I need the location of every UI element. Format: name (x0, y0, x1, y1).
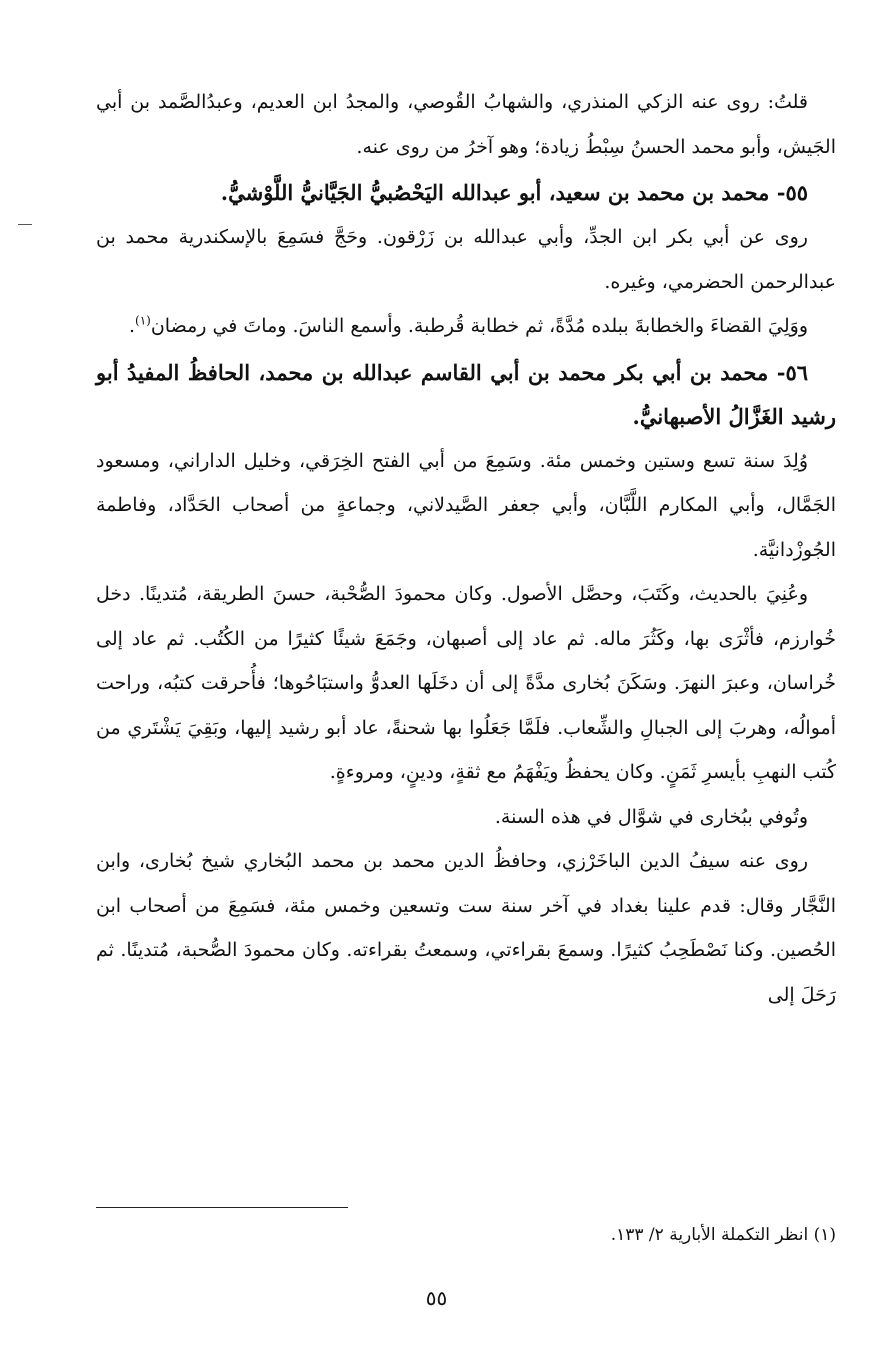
entry-55-paragraph-2-end: . (128, 315, 136, 337)
margin-mark (18, 224, 32, 225)
entry-56-heading: ٥٦- محمد بن أبي بكر محمد بن أبي القاسم عبدالله بن محمد، الحافظُ المفيدُ أبو رشيد الغَزَّالُ الأصبهانيُّ. (96, 359, 836, 429)
entry-56-paragraph-4: روى عنه سيفُ الدين الباخَرْزي، وحافظُ الدين محمد بن محمد البُخاري شيخ بُخارى، وابن النَّجَّار وقال: قدم علينا بغداد في آخر سنة ست وتسعين وخمس مئة، فسَمِعَ من أصحاب ابن الحُصين. وكنا نَصْطَحِبُ كثيرًا. وسمعَ بقراءتي، وسمعتُ بقراءته. وكان محمودَ الصُّحبة، مُتدينًا. ثم رَحَلَ إلى (96, 850, 836, 1006)
entry-55-paragraph-1: روى عن أبي بكر ابن الجدِّ، وأبي عبدالله بن زَرْقون. وحَجَّ فسَمِعَ بالإسكندرية محمد بن عبدالرحمن الحضرمي، وغيره. (96, 226, 836, 293)
footnote: (١) انظر التكملة الأبارية ٢/ ١٣٣. (610, 1225, 836, 1245)
entry-55-paragraph-2-text: ووَلِيَ القضاءَ والخطابةَ ببلده مُدَّةً، ثم خطابة قُرطبة. وأسمع الناسَ. وماتَ في رمضان (150, 315, 808, 337)
entry-56-paragraph-3: وتُوفي ببُخارى في شوَّال في هذه السنة. (494, 805, 808, 828)
page-body (96, 80, 836, 1017)
entry-55-heading: ٥٥- محمد بن محمد بن سعيد، أبو عبدالله اليَحْصُبيُّ الجَيَّانيُّ اللَّوْشيُّ. (220, 180, 808, 205)
footnote-divider (96, 1207, 348, 1208)
entry-56-paragraph-1: وُلِدَ سنة تسع وستين وخمس مئة. وسَمِعَ من أبي الفتح الخِرَقي، وخليل الداراني، ومسعود الجَمَّال، وأبي المكارم اللَّبَّان، وأبي جعفر الصَّيدلاني، وجماعةٍ من أصحاب الحَدَّاد، وفاطمة الجُوزْدانيَّة. (96, 449, 836, 561)
page-number: ٥٥ (425, 1286, 448, 1310)
footnote-reference: (١) (135, 313, 151, 328)
intro-paragraph: قلتُ: روى عنه الزكي المنذري، والشهابُ القُوصي، والمجدُ ابن العديم، وعبدُالصَّمد بن أبي الجَيش، وأبو محمد الحسنُ سِبْطُ زيادة؛ وهو آخرُ من روى عنه. (96, 91, 836, 158)
entry-56-paragraph-2: وعُنِيَ بالحديث، وكَتَبَ، وحصَّل الأصول. وكان محمودَ الصُّحْبة، حسنَ الطريقة، مُتدينًا. دخل خُوارزم، فأثْرَى بها، وكَثُرَ ماله. ثم عاد إلى أصبهان، وجَمَعَ شيئًا كثيرًا من الكُتُب. ثم عاد إلى خُراسان، وعبرَ النهرَ. وسَكَنَ بُخارى مدَّةً إلى أن دخَلَها العدوُّ واستبَاحُوها؛ فأُحرقت كتبُه، وراحت أموالُه، وهربَ إلى الجبالِ والشِّعاب. فلَمَّا جَعَلُوا بها شحنةً، عاد أبو رشيد إليها، وبَقِيَ يَشْتَري من كُتب النهبِ بأيسرِ ثَمَنٍ. وكان يحفظُ ويَفْهَمُ مع ثقةٍ، ودينٍ، ومروءةٍ. (96, 583, 836, 783)
entry-55-paragraph-2 (96, 304, 836, 349)
